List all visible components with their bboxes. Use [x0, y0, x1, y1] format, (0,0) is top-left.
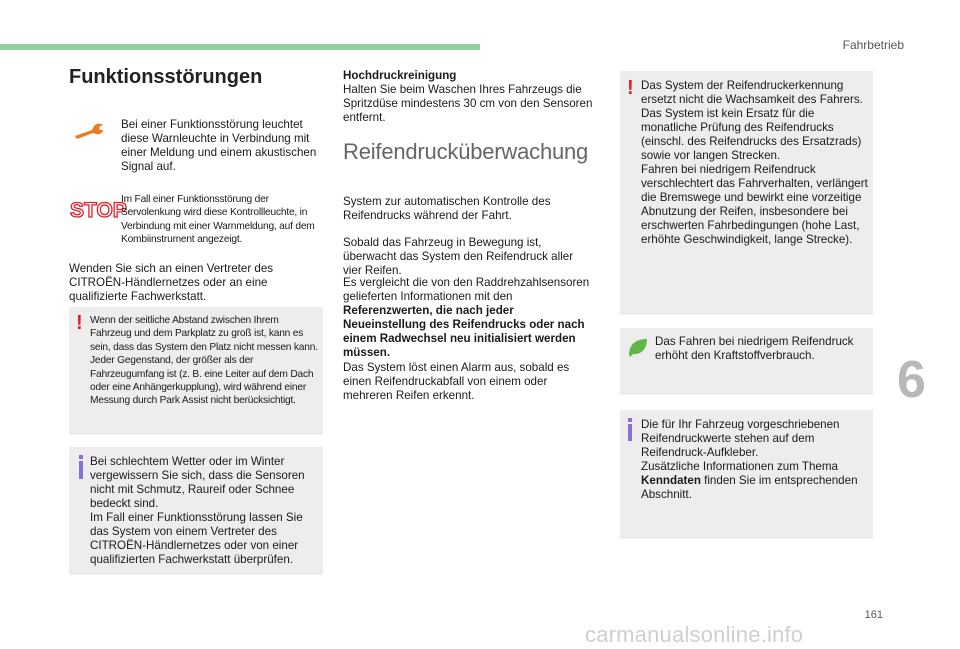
warning-box-text: Wenn der seitliche Abstand zwischen Ihrem Fahrzeug und dem Parkplatz zu groß ist, kann es sein, dass das System den Platz nicht messen kann. Jeder Gegenstand, der größer als der Fahrzeugumfang ist (z. B. eine Leiter auf dem Dach oder eine Anhängerkupplung), wird während einer Messung durch Park Assist nicht berücksichtigt.: [90, 315, 318, 407]
tpms-paragraph-3: Das System löst einen Alarm aus, sobald es einen Reifendruckabfall von einem oder mehreren Reifen erkennt.: [343, 361, 570, 402]
section-title-malfunctions: Funktionsstörungen: [69, 66, 263, 88]
warning-exclamation-icon: !: [76, 312, 83, 334]
watermark: carmanualsonline.info: [585, 622, 804, 647]
tpms-warning-text: Das System der Reifendruckerkennung ersetzt nicht die Wachsamkeit des Fahrers. Das System ist kein Ersatz für die monatliche Prüfung des Reifendrucks (einschl. des Reifendrucks des Ersatzrads) sowie vor langen Strecken. Fahren bei niedrigem Reifendruck verschlechtert das Fahrverhalten, verlängert die Bremswege und bewirkt eine vorzeitige Abnutzung der Reifen, insbesondere bei erschwerten Fahrbedingungen (hohe Last, erhöhte Geschwindigkeit, lange Strecke).: [641, 79, 868, 246]
chapter-number: 6: [897, 351, 926, 409]
tpms-intro: System zur automatischen Kontrolle des Reifendrucks während der Fahrt.: [343, 195, 551, 222]
info-icon: [628, 424, 632, 441]
stop-description: Im Fall einer Funktionsstörung der Servolenkung wird diese Kontrollleuchte, in Verbindung mit einer Warnmeldung, auf dem Kombiinstrument angezeigt.: [121, 194, 315, 246]
high-pressure-title: Hochdruckreinigung: [343, 69, 457, 82]
stop-icon: [70, 197, 127, 222]
info-icon: [79, 461, 83, 479]
stop-icon-label: STOP: [70, 199, 127, 222]
page-number: 161: [864, 609, 883, 621]
wrench-description: Bei einer Funktionsstörung leuchtet diese Warnleuchte in Verbindung mit einer Meldung und einem akustischen Signal auf.: [121, 118, 317, 173]
info-icon-dot: [628, 418, 632, 422]
tpms-paragraph-2: Es vergleicht die von den Raddrehzahlsensoren gelieferten Informationen mit den Referenzwerten, die nach jeder Neueinstellung des Reifendrucks oder nach einem Radwechsel neu initialisiert werden müssen.: [343, 276, 590, 359]
wrench-warning-icon: [72, 122, 106, 142]
chapter-title: Fahrbetrieb: [842, 38, 904, 52]
eco-text: Das Fahren bei niedrigem Reifendruck erhöht den Kraftstoffverbrauch.: [655, 335, 854, 362]
section-title-tpms: Reifendrucküberwachung: [343, 139, 589, 164]
info-icon-dot: [79, 455, 83, 459]
high-pressure-text: Halten Sie beim Waschen Ihres Fahrzeugs die Spritzdüse mindestens 30 cm von den Sensoren entfernt.: [343, 83, 593, 124]
warning-exclamation-icon: !: [627, 77, 634, 99]
info-box-text: Bei schlechtem Wetter oder im Winter vergewissern Sie sich, dass die Sensoren nicht mit Schmutz, Raureif oder Schnee bedeckt sind. Im Fall einer Funktionsstörung lassen Sie das System von einem Vertreter des CITROËN-Händlernetzes oder von einer qualifizierten Fachwerkstatt überprüfen.: [90, 455, 305, 566]
eco-leaf-icon: [627, 337, 649, 357]
info-box-tyre-text: Die für Ihr Fahrzeug vorgeschriebenen Reifendruckwerte stehen auf dem Reifendruck-Aufkleber. Zusätzliche Informationen zum Thema Kenndaten finden Sie im entsprechenden Abschnitt.: [641, 418, 858, 501]
dealer-text: Wenden Sie sich an einen Vertreter des CITROËN-Händlernetzes oder an eine qualifizierte Fachwerkstatt.: [69, 262, 274, 303]
tpms-paragraph-1: Sobald das Fahrzeug in Bewegung ist, überwacht das System den Reifendruck aller vier Reifen.: [343, 236, 574, 277]
header-accent-bar: [0, 44, 480, 50]
